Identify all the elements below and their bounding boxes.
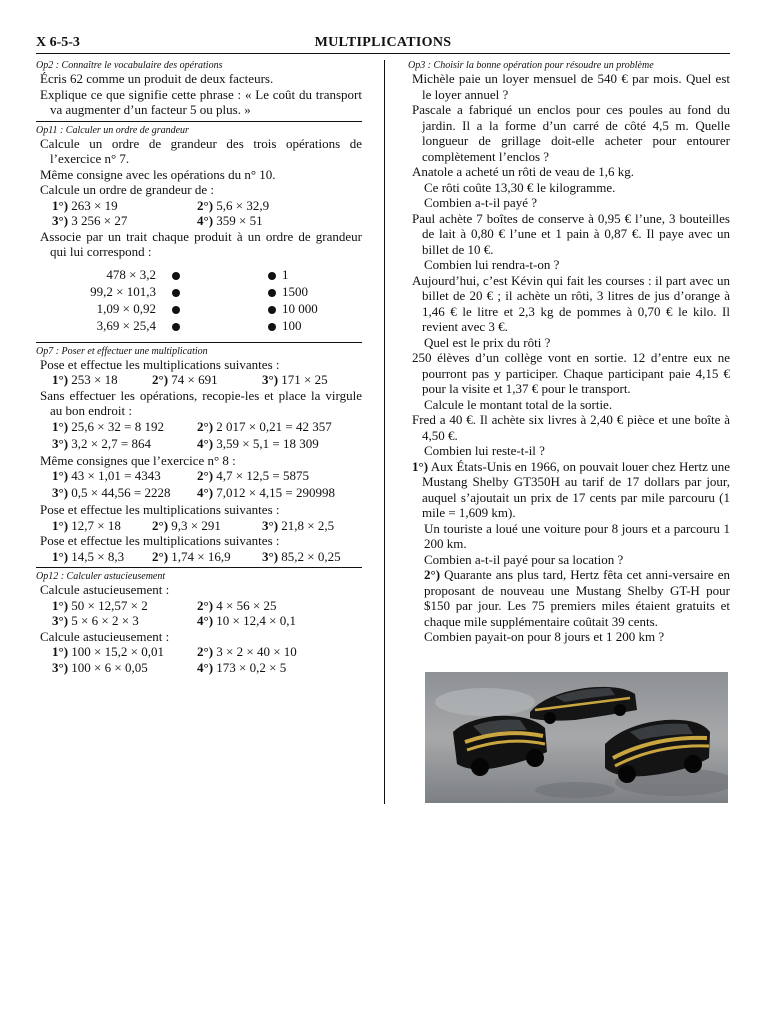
list-item: 2°) 1,74 × 16,9	[152, 548, 231, 564]
problem-text: 2°) Quarante ans plus tard, Hertz fêta cet anni-versaire en proposant de nouveau une Mustang Shelby GT-H pour $150 par jour. Les 75 premiers miles étaient gratuits et chaque mile supplémentaire coûtait 39 cents.	[424, 567, 730, 629]
problem-question: Combien a-t-il payé pour sa location ?	[424, 551, 624, 567]
list-item: 4°) 7,012 × 4,15 = 290998	[197, 485, 335, 500]
list-item: 2°) 2 017 × 0,21 = 42 357	[197, 418, 332, 434]
list-item: 3°) 100 × 6 × 0,05	[52, 659, 148, 675]
exercise-text: Pose et effectue les multiplications suivantes :	[40, 533, 280, 548]
problem-text: Un touriste a loué une voiture pour 8 jours et a parcouru 1 200 km.	[424, 520, 730, 551]
bullet-dot	[172, 306, 180, 314]
problem-question: Quel est le prix du rôti ?	[424, 334, 551, 350]
exercise-text: Écris 62 comme un produit de deux facteurs.	[40, 71, 274, 86]
section-op12	[36, 571, 362, 675]
exercise-list	[36, 549, 362, 565]
bullet-dot	[172, 272, 180, 280]
bullet-dot	[268, 323, 276, 331]
right-column	[408, 60, 730, 645]
problem-question: Calcule le montant total de la sortie.	[424, 396, 613, 412]
list-item: 3°) 85,2 × 0,25	[262, 548, 341, 564]
list-item: 1°) 12,7 × 18	[52, 517, 121, 533]
match-magnitude: 1	[282, 266, 289, 282]
exercise-text: Calcule astucieusement :	[40, 628, 170, 644]
exercise-list	[36, 198, 362, 229]
list-item: 1°) 25,6 × 32 = 8 192	[52, 418, 164, 434]
problem-question: Combien a-t-il payé ?	[424, 195, 537, 210]
list-item: 3°) 171 × 25	[262, 372, 328, 387]
match-magnitude: 1500	[282, 283, 308, 299]
problem-text: Ce rôti coûte 13,30 € le kilogramme.	[424, 179, 616, 195]
section-heading: Op11 : Calculer un ordre de grandeur	[36, 124, 189, 136]
problem-number: 1°)	[412, 458, 429, 474]
column-divider	[384, 60, 385, 804]
section-heading: Op12 : Calculer astucieusement	[36, 571, 166, 582]
list-item: 2°) 5,6 × 32,9	[197, 197, 270, 213]
list-item: 1°) 50 × 12,57 × 2	[52, 597, 148, 613]
exercise-list	[36, 644, 362, 675]
problem-question: Combien lui rendra-t-on ?	[424, 257, 560, 272]
list-item: 3°) 21,8 × 2,5	[262, 517, 335, 533]
list-item: 3°) 3 256 × 27	[52, 213, 128, 228]
section-divider	[36, 121, 362, 122]
list-item: 1°) 14,5 × 8,3	[52, 548, 125, 564]
section-heading: Op7 : Poser et effectuer une multiplication	[36, 345, 208, 357]
match-magnitude: 100	[282, 317, 302, 333]
list-item: 4°) 359 × 51	[197, 213, 263, 228]
exercise-list	[36, 372, 362, 388]
mustang-cars-photo	[425, 672, 728, 803]
page-header	[36, 35, 730, 54]
exercise-text: Associe par un trait chaque produit à un ordre de grandeur qui lui correspond :	[40, 228, 362, 259]
exercise-list	[36, 518, 362, 534]
list-item: 2°) 4,7 × 12,5 = 5875	[197, 468, 309, 483]
bullet-dot	[268, 289, 276, 297]
problem-question: Combien payait-on pour 8 jours et 1 200 km ?	[424, 629, 665, 644]
exercise-text: Pose et effectue les multiplications suivantes :	[40, 356, 280, 372]
problem-text: 250 élèves d’un collège vont en sortie. 12 d’entre eux ne pourront pas y participer. Chaque participant paie 4,15 € pour la visite et 1,37 € pour le transport.	[412, 350, 730, 396]
problem-text: Pascale a fabriqué un enclos pour ces poules au fond du jardin. Il a la forme d’un carré de côté 4,5 m. Quelle longueur de grillage doit-elle acheter pour entourer complètement l’enclos ?	[412, 102, 730, 164]
problem-text: Michèle paie un loyer mensuel de 540 € par mois. Quel est le loyer annuel ?	[412, 71, 730, 102]
list-item: 1°) 263 × 19	[52, 197, 118, 213]
match-product: 99,2 × 101,3	[90, 283, 156, 299]
bullet-dot	[172, 323, 180, 331]
list-item: 3°) 5 × 6 × 2 × 3	[52, 613, 139, 628]
exercise-text: Sans effectuer les opérations, recopie-les et place la virgule au bon endroit :	[40, 387, 362, 418]
exercise-text: Calcule un ordre de grandeur de :	[40, 182, 214, 197]
section-divider	[36, 342, 362, 343]
bullet-dot	[268, 272, 276, 280]
section-heading: Op2 : Connaître le vocabulaire des opérations	[36, 60, 223, 71]
exercise-list	[36, 598, 362, 629]
left-column	[36, 60, 362, 675]
section-op7	[36, 346, 362, 565]
page-title: MULTIPLICATIONS	[314, 35, 452, 50]
problem-text: Anatole a acheté un rôti de veau de 1,6 kg.	[412, 164, 634, 179]
section-divider	[36, 567, 362, 568]
problem-text: Fred a 40 €. Il achète six livres à 2,40 € pièce et une boîte à 4,50 €.	[412, 412, 730, 443]
match-product: 1,09 × 0,92	[96, 300, 156, 316]
list-item: 2°) 4 × 56 × 25	[197, 597, 277, 613]
exercise-list	[36, 419, 362, 453]
list-item: 3°) 0,5 × 44,56 = 2228	[52, 485, 171, 500]
list-item: 2°) 9,3 × 291	[152, 517, 221, 533]
exercise-text: Explique ce que signifie cette phrase : « Le coût du transport va augmenter d’un facteur 5 ou plus. »	[40, 86, 362, 117]
problem-text: Aujourd’hui, c’est Kévin qui fait les courses : il part avec un billet de 20 € ; il achète un rôti, 3 litres de jus d’orange à 1,46 € le litre et 2,3 kg de pommes à 0,70 € le kilo. Il revient avec 3 €.	[412, 272, 730, 334]
problem-text: 1°) Aux États-Unis en 1966, on pouvait louer chez Hertz une Mustang Shelby GT350H au tarif de 17 dollars par jour, auquel s’ajoutait un prix de 17 cents par mile parcouru (1 mile = 1,609 km).	[412, 458, 730, 520]
problem-text: Paul achète 7 boîtes de conserve à 0,95 € l’une, 3 bouteilles de lait à 0,80 € l’une et 1 pain à 0,87 €. Il paye avec un billet de 10 €.	[412, 210, 730, 257]
list-item: 4°) 173 × 0,2 × 5	[197, 659, 287, 675]
section-heading: Op3 : Choisir la bonne opération pour résoudre un problème	[408, 60, 654, 71]
list-item: 1°) 253 × 18	[52, 372, 118, 387]
list-item: 1°) 43 × 1,01 = 4343	[52, 468, 161, 483]
exercise-text: Calcule astucieusement :	[40, 582, 170, 597]
exercise-list	[36, 468, 362, 502]
bullet-dot	[172, 289, 180, 297]
section-op2	[36, 60, 362, 118]
list-item: 2°) 3 × 2 × 40 × 10	[197, 644, 297, 659]
list-item: 4°) 3,59 × 5,1 = 18 309	[197, 435, 319, 451]
match-product: 3,69 × 25,4	[96, 317, 156, 333]
exercise-text: Même consigne avec les opérations du n° 10.	[40, 166, 276, 182]
match-product: 478 × 3,2	[106, 266, 156, 282]
worksheet-code: X 6-5-3	[36, 35, 80, 50]
list-item: 2°) 74 × 691	[152, 372, 218, 387]
matching-exercise	[36, 266, 362, 334]
cars-illustration	[425, 672, 728, 803]
exercise-text: Même consignes que l’exercice n° 8 :	[40, 452, 236, 468]
problem-question: Combien lui reste-t-il ?	[424, 443, 545, 458]
list-item: 3°) 3,2 × 2,7 = 864	[52, 435, 151, 451]
bullet-dot	[268, 306, 276, 314]
exercise-text: Calcule un ordre de grandeur des trois opérations de l’exercice n° 7.	[40, 135, 362, 166]
section-op11	[36, 125, 362, 334]
match-magnitude: 10 000	[282, 300, 318, 316]
exercise-text: Pose et effectue les multiplications suivantes :	[40, 502, 280, 517]
list-item: 4°) 10 × 12,4 × 0,1	[197, 613, 296, 628]
list-item: 1°) 100 × 15,2 × 0,01	[52, 644, 164, 659]
problem-number: 2°)	[424, 567, 441, 582]
